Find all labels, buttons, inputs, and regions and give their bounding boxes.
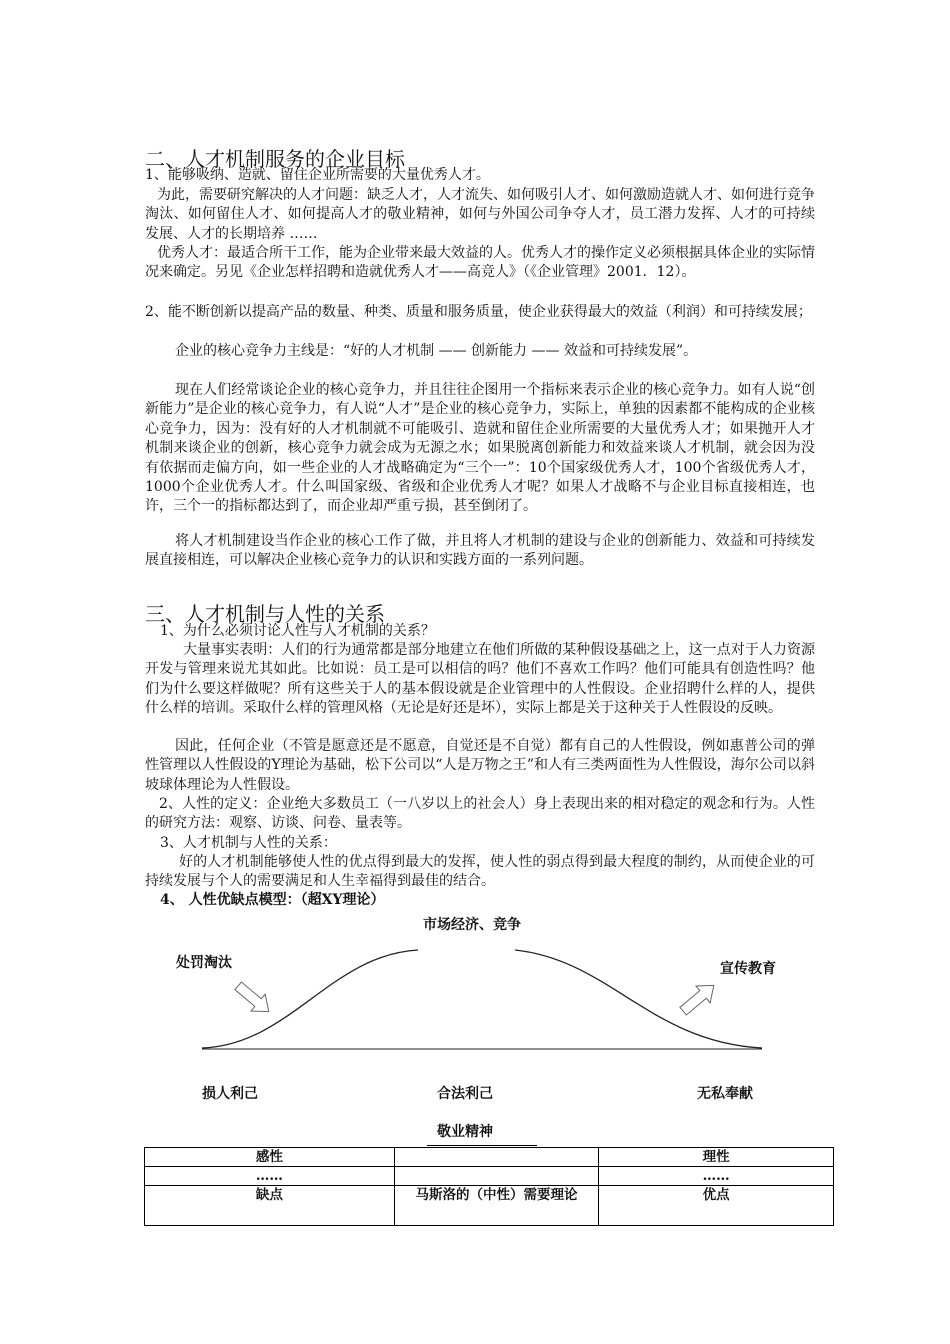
arrow-down-right-icon (231, 977, 276, 1020)
section3-q2: 2、人性的定义：企业绝大多数员工（一八岁以上的社会人）身上表现出来的相对稳定的观念和行为。人性的研究方法：观察、访谈、问卷、量表等。 (145, 796, 815, 832)
table-row (145, 1148, 834, 1167)
table-row (145, 1186, 834, 1226)
table-cell: 缺点 (145, 1186, 395, 1226)
section3-para3: 好的人才机制能够使人性的优点得到最大的发挥，使人性的弱点得到最大程度的制约，从而使企业的可持续发展与个人的需要满足和人生幸福得到最佳的结合。 (145, 854, 815, 890)
arrow-up-right-icon (676, 977, 721, 1020)
section3-q3: 3、人才机制与人性的关系： (160, 835, 337, 851)
section2-para4: 现在人们经常谈论企业的核心竞争力，并且往往企图用一个指标来表示企业的核心竞争力。如有人说“创新能力”是企业的核心竞争力，有人说“人才”是企业的核心竞争力，实际上，单独的因素都不能构成的企业核心竞争力，因为：没有好的人才机制就不可能吸引、造就和留住企业所需要的大量优秀人才；如果抛开人才机制来谈企业的创新，核心竞争力就会成为无源之水；如果脱离创新能力和效益来谈人才机制，就会因为没有依据而走偏方向，如一些企业的人才战略确定为“三个一”：10个国家级优秀人才，100个省级优秀人才，1000个企业优秀人才。什么叫国家级、省级和企业优秀人才呢？如果人才战略不与企业目标直接相连，也许，三个一的指标都达到了，而企业却严重亏损，甚至倒闭了。 (145, 382, 815, 515)
table-cell: 感性 (145, 1148, 395, 1167)
table-cell (394, 1148, 598, 1167)
section3-q4: 4、 人性优缺点模型：（超XY理论） (160, 892, 385, 908)
diagram-below-label: 敬业精神 (437, 1124, 493, 1140)
diagram-bottom-center-label: 合法利己 (437, 1086, 493, 1102)
human-nature-table (144, 1147, 834, 1226)
table-row (145, 1167, 834, 1186)
table-cell: …… (599, 1167, 834, 1186)
table-cell: 优点 (599, 1186, 834, 1226)
section3-para1: 大量事实表明：人们的行为通常都是部分地建立在他们所做的某种假设基础之上，这一点对于人力资源开发与管理来说尤其如此。比如说：员工是可以相信的吗？他们不喜欢工作吗？他们可能具有创造性吗？他们为什么要这样做呢？所有这些关于人的基本假设就是企业管理中的人性假设。企业招聘什么样的人，提供什么样的培训。采取什么样的管理风格（无论是好还是坏），实际上都是关于这种关于人性假设的反映。 (145, 642, 815, 717)
table-cell (394, 1167, 598, 1186)
section3-q1: 1、为什么必须讨论人性与人才机制的关系？ (160, 623, 435, 639)
section2-para3: 企业的核心竞争力主线是：“好的人才机制 —— 创新能力 —— 效益和可持续发展”。 (175, 343, 698, 359)
bell-curve (202, 950, 762, 1048)
diagram-left-label: 处罚淘汰 (176, 955, 232, 971)
divider-line (427, 1145, 537, 1146)
section2-item2: 2、能不断创新以提高产品的数量、种类、质量和服务质量，使企业获得最大的效益（利润）和可持续发展； (145, 304, 812, 320)
section2-para5: 将人才机制建设当作企业的核心工作了做，并且将人才机制的建设与企业的创新能力、效益和可持续发展直接相连，可以解决企业核心竞争力的认识和实践方面的一系列问题。 (145, 533, 815, 569)
diagram-right-label: 宣传教育 (720, 961, 776, 977)
section2-item1: 1、能够吸纳、造就、留住企业所需要的大量优秀人才。 (145, 167, 490, 183)
section2-para2: 优秀人才：最适合所干工作，能为企业带来最大效益的人。优秀人才的操作定义必须根据具体企业的实际情况来确定。另见《企业怎样招聘和造就优秀人才——高竞人》（《企业管理》2001．12）。 (145, 245, 815, 281)
table-cell: …… (145, 1167, 395, 1186)
section3-para2: 因此，任何企业（不管是愿意还是不愿意，自觉还是不自觉）都有自己的人性假设，例如惠普公司的弹性管理以人性假设的Y理论为基础，松下公司以“人是万物之王”和人有三类两面性为人性假设，海尔公司以斜坡球体理论为人性假设。 (145, 738, 815, 793)
section3-title: 三、人才机制与人性的关系 (145, 602, 385, 626)
table-cell: 马斯洛的（中性）需要理论 (394, 1186, 598, 1226)
section2-title: 二、人才机制服务的企业目标 (145, 147, 405, 171)
diagram-bottom-left-label: 损人利己 (202, 1086, 258, 1102)
diagram-top-label: 市场经济、竞争 (423, 917, 521, 933)
diagram-bottom-right-label: 无私奉献 (697, 1086, 753, 1102)
section2-para1: 为此，需要研究解决的人才问题：缺乏人才，人才流失、如何吸引人才、如何激励造就人才、如何进行竞争淘汰、如何留住人才、如何提高人才的敬业精神，如何与外国公司争夺人才，员工潜力发挥、人才的可持续发展、人才的长期培养 …… (145, 187, 815, 242)
table-cell: 理性 (599, 1148, 834, 1167)
